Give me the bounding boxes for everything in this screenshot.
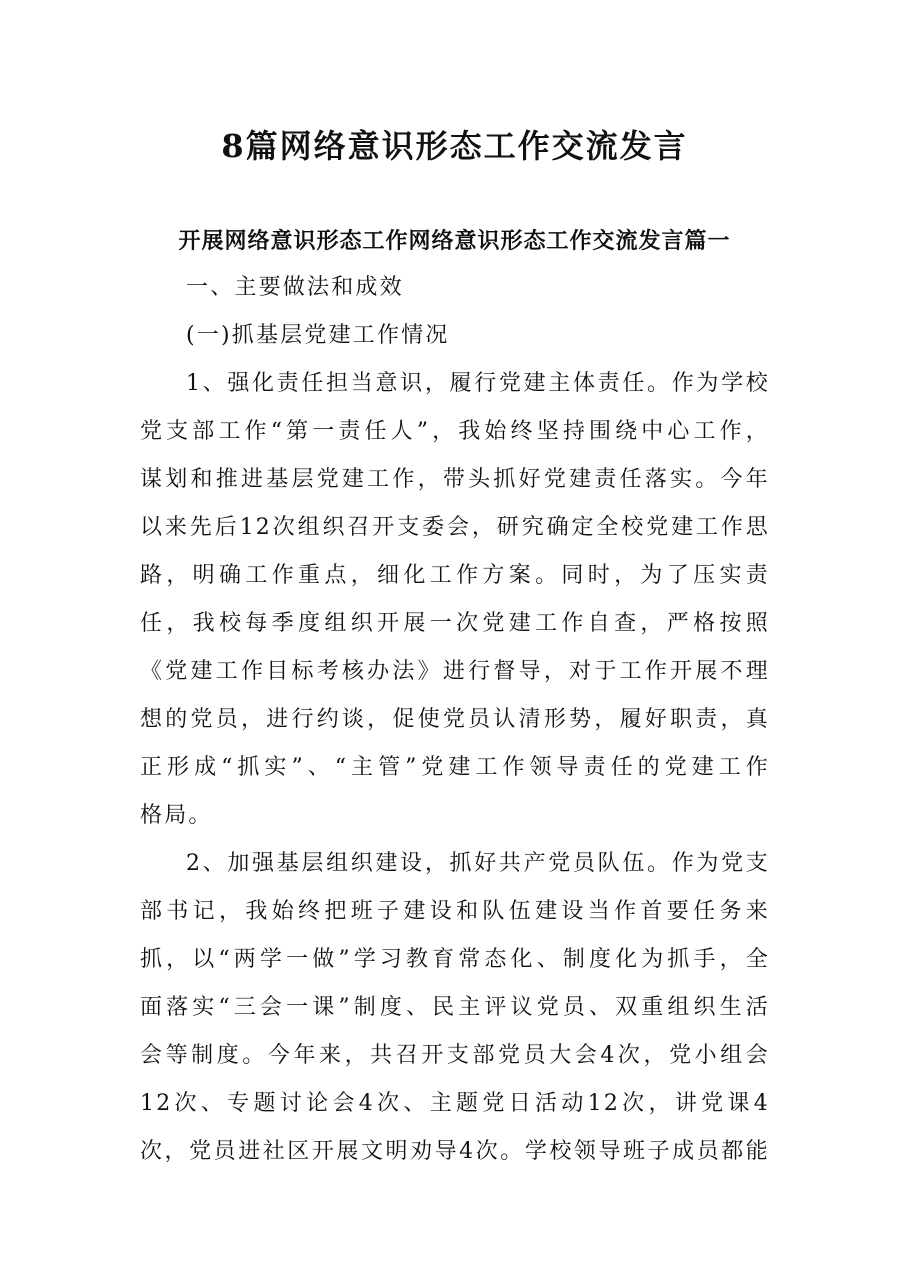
paragraph-line: 会等制度。今年来，共召开支部党员大会4次，党小组会: [140, 1043, 770, 1068]
paragraph-line: 想的党员，进行约谈，促使党员认清形势，履好职责，真: [140, 707, 770, 732]
paragraph-line: 部书记，我始终把班子建设和队伍建设当作首要任务来: [140, 899, 770, 924]
paragraph-line: 面落实“三会一课”制度、民主评议党员、双重组织生活: [140, 995, 770, 1020]
paragraph-line: 格局。: [140, 803, 213, 828]
paragraph-line: 1、强化责任担当意识，履行党建主体责任。作为学校: [186, 371, 770, 396]
paragraph-line: 抓，以“两学一做”学习教育常态化、制度化为抓手，全: [140, 947, 770, 972]
paragraph-line: 次，党员进社区开展文明劝导4次。学校领导班子成员都能: [140, 1139, 770, 1164]
paragraph-line: 12次、专题讨论会4次、主题党日活动12次，讲党课4: [140, 1091, 770, 1116]
paragraph-line: 任，我校每季度组织开展一次党建工作自查，严格按照: [140, 611, 770, 636]
section-title: 开展网络意识形态工作网络意识形态工作交流发言篇一: [178, 228, 731, 254]
paragraph-line: 党支部工作“第一责任人”，我始终坚持围绕中心工作，: [140, 419, 770, 444]
paragraph-line: 《党建工作目标考核办法》进行督导，对于工作开展不理: [140, 659, 770, 684]
paragraph-line: 2、加强基层组织建设，抓好共产党员队伍。作为党支: [186, 851, 770, 876]
heading-main-practices: 一、主要做法和成效: [186, 275, 404, 300]
paragraph-line: 谋划和推进基层党建工作，带头抓好党建责任落实。今年: [140, 467, 770, 492]
paragraph-line: 正形成“抓实”、“主管”党建工作领导责任的党建工作: [140, 755, 770, 780]
document-title: 8篇网络意识形态工作交流发言: [221, 127, 688, 165]
paragraph-line: 以来先后12次组织召开支委会，研究确定全校党建工作思: [140, 515, 770, 540]
paragraph-line: 路，明确工作重点，细化工作方案。同时，为了压实责: [140, 563, 770, 588]
subheading-party-building: (一)抓基层党建工作情况: [186, 323, 450, 348]
